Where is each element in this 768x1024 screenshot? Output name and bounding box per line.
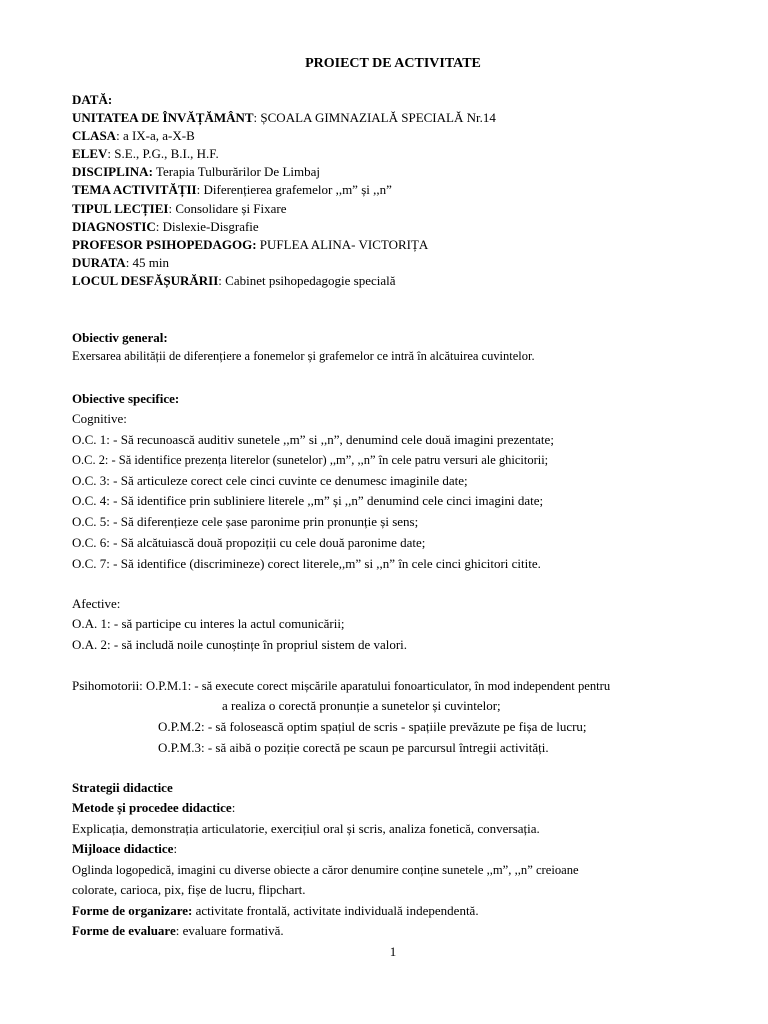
durata-label: DURATA bbox=[72, 255, 126, 270]
oc-item-2 bbox=[72, 452, 568, 468]
oc-item-4: O.C. 4: - Să identifice prin subliniere literele ,,m” și ,,n” denumind cele cinci imagini date; bbox=[72, 493, 544, 508]
durata-line bbox=[72, 255, 169, 271]
general-objective-heading: Obiectiv general: bbox=[72, 330, 168, 345]
opm1-line-a: O.P.M.1: - să execute corect mișcările aparatului fonoarticulator, în mod independent pentru bbox=[146, 678, 611, 693]
diagnostic-label: DIAGNOSTIC bbox=[72, 219, 156, 234]
profesor-value: PUFLEA ALINA- VICTORIȚA bbox=[256, 237, 429, 252]
durata-value: : 45 min bbox=[125, 255, 170, 270]
page-number: 1 bbox=[389, 944, 397, 959]
oc-item-7: O.C. 7: - Să identifice (discrimineze) corect literele,,m” si ,,n” în cele cinci ghicitori citite. bbox=[72, 556, 541, 571]
tipul-value: : Consolidare și Fixare bbox=[168, 201, 287, 216]
tipul-line bbox=[72, 201, 287, 217]
oc-item-5: O.C. 5: - Să diferențieze cele șase paronime prin pronunție și sens; bbox=[72, 514, 419, 529]
clasa-value: : a IX-a, a-X-B bbox=[116, 128, 195, 143]
unitate-label: UNITATEA DE ÎNVĂȚĂMÂNT bbox=[72, 110, 254, 125]
metode-label: Metode și procedee didactice bbox=[72, 800, 232, 815]
cognitive-label: Cognitive: bbox=[72, 411, 127, 426]
tema-line bbox=[72, 182, 392, 198]
opm2-line: O.P.M.2: - să folosească optim spațiul de scris - spațiile prevăzute pe fișa de lucru; bbox=[158, 719, 587, 734]
oc-item-3: O.C. 3: - Să articuleze corect cele cinci cuvinte ce denumesc imaginile date; bbox=[72, 473, 468, 488]
strategies-heading: Strategii didactice bbox=[72, 780, 173, 795]
elev-label: ELEV bbox=[72, 146, 108, 161]
tema-value: : Diferențierea grafemelor ,,m” și ,,n” bbox=[196, 182, 392, 197]
forme-organizare-label: Forme de organizare: bbox=[72, 903, 193, 918]
profesor-label: PROFESOR PSIHOPEDAGOG: bbox=[72, 237, 257, 252]
mijloace-text-2: colorate, carioca, pix, fișe de lucru, flipchart. bbox=[72, 882, 306, 897]
locul-line bbox=[72, 273, 396, 289]
clasa-line bbox=[72, 128, 195, 144]
afective-label: Afective: bbox=[72, 596, 121, 611]
forme-organizare-value: activitate frontală, activitate individuală independentă. bbox=[192, 903, 479, 918]
psihomotorii-label: Psihomotorii: bbox=[72, 678, 143, 693]
oc-item-6: O.C. 6: - Să alcătuiască două propoziții cu cele două paronime date; bbox=[72, 535, 426, 550]
oc-item-1: O.C. 1: - Să recunoască auditiv sunetele ,,m” si ,,n”, denumind cele două imagini prezentate; bbox=[72, 432, 554, 447]
elev-value: : S.E., P.G., B.I., H.F. bbox=[107, 146, 219, 161]
forme-evaluare-value: : evaluare formativă. bbox=[175, 923, 284, 938]
unitate-value: : ȘCOALA GIMNAZIALĂ SPECIALĂ Nr.14 bbox=[253, 110, 496, 125]
disciplina-value: Terapia Tulburărilor De Limbaj bbox=[152, 164, 321, 179]
mijloace-label: Mijloace didactice bbox=[72, 841, 174, 856]
opm3-line: O.P.M.3: - să aibă o poziție corectă pe scaun pe parcursul întregii activități. bbox=[158, 740, 549, 755]
locul-value: : Cabinet psihopedagogie specială bbox=[218, 273, 396, 288]
tema-label: TEMA ACTIVITĂȚII bbox=[72, 182, 197, 197]
diagnostic-line bbox=[72, 219, 259, 235]
elev-line bbox=[72, 146, 219, 162]
oa-item-2: O.A. 2: - să includă noile cunoștințe în propriul sistem de valori. bbox=[72, 637, 408, 652]
diagnostic-value: : Dislexie-Disgrafie bbox=[155, 219, 259, 234]
forme-evaluare-label: Forme de evaluare bbox=[72, 923, 176, 938]
oc-item-2-span: O.C. 2: - Să identifice prezența literelor (sunetelor) ,,m”, ,,n” în cele patru versuri ale ghicitorii; bbox=[72, 452, 549, 467]
tipul-label: TIPUL LECȚIEI bbox=[72, 201, 169, 216]
mijloace-text-1 bbox=[72, 862, 594, 878]
metode-text: Explicația, demonstrația articulatorie, exercițiul oral și scris, analiza fonetică, conversația. bbox=[72, 821, 540, 836]
forme-organizare-line bbox=[72, 903, 479, 919]
metode-line bbox=[72, 800, 235, 816]
general-objective-text bbox=[72, 348, 554, 364]
locul-label: LOCUL DESFĂȘURĂRII bbox=[72, 273, 219, 288]
mijloace-line bbox=[72, 841, 177, 857]
document-title: PROIECT DE ACTIVITATE bbox=[305, 56, 481, 71]
disciplina-label: DISCIPLINA: bbox=[72, 164, 153, 179]
psihomotorii-line bbox=[72, 678, 625, 694]
disciplina-line bbox=[72, 164, 320, 180]
unitate-line bbox=[72, 110, 496, 126]
data-label: DATĂ: bbox=[72, 92, 113, 107]
general-objective-span: Exersarea abilității de diferențiere a fonemelor și grafemelor ce intră în alcătuirea cuvintelor. bbox=[72, 348, 535, 363]
opm1-line-b: a realiza o corectă pronunție a sunetelor și cuvintelor; bbox=[222, 698, 501, 713]
metode-colon: : bbox=[231, 800, 236, 815]
data-line bbox=[72, 92, 112, 108]
mijloace-colon: : bbox=[173, 841, 178, 856]
oa-item-1: O.A. 1: - să participe cu interes la actul comunicării; bbox=[72, 616, 345, 631]
profesor-line bbox=[72, 237, 428, 253]
specific-objectives-heading: Obiective specifice: bbox=[72, 391, 180, 406]
mijloace-text-1-span: Oglinda logopedică, imagini cu diverse obiecte a căror denumire conține sunetele ,,m”, ,,n” creioane bbox=[72, 862, 579, 877]
clasa-label: CLASA bbox=[72, 128, 117, 143]
forme-evaluare-line bbox=[72, 923, 284, 939]
